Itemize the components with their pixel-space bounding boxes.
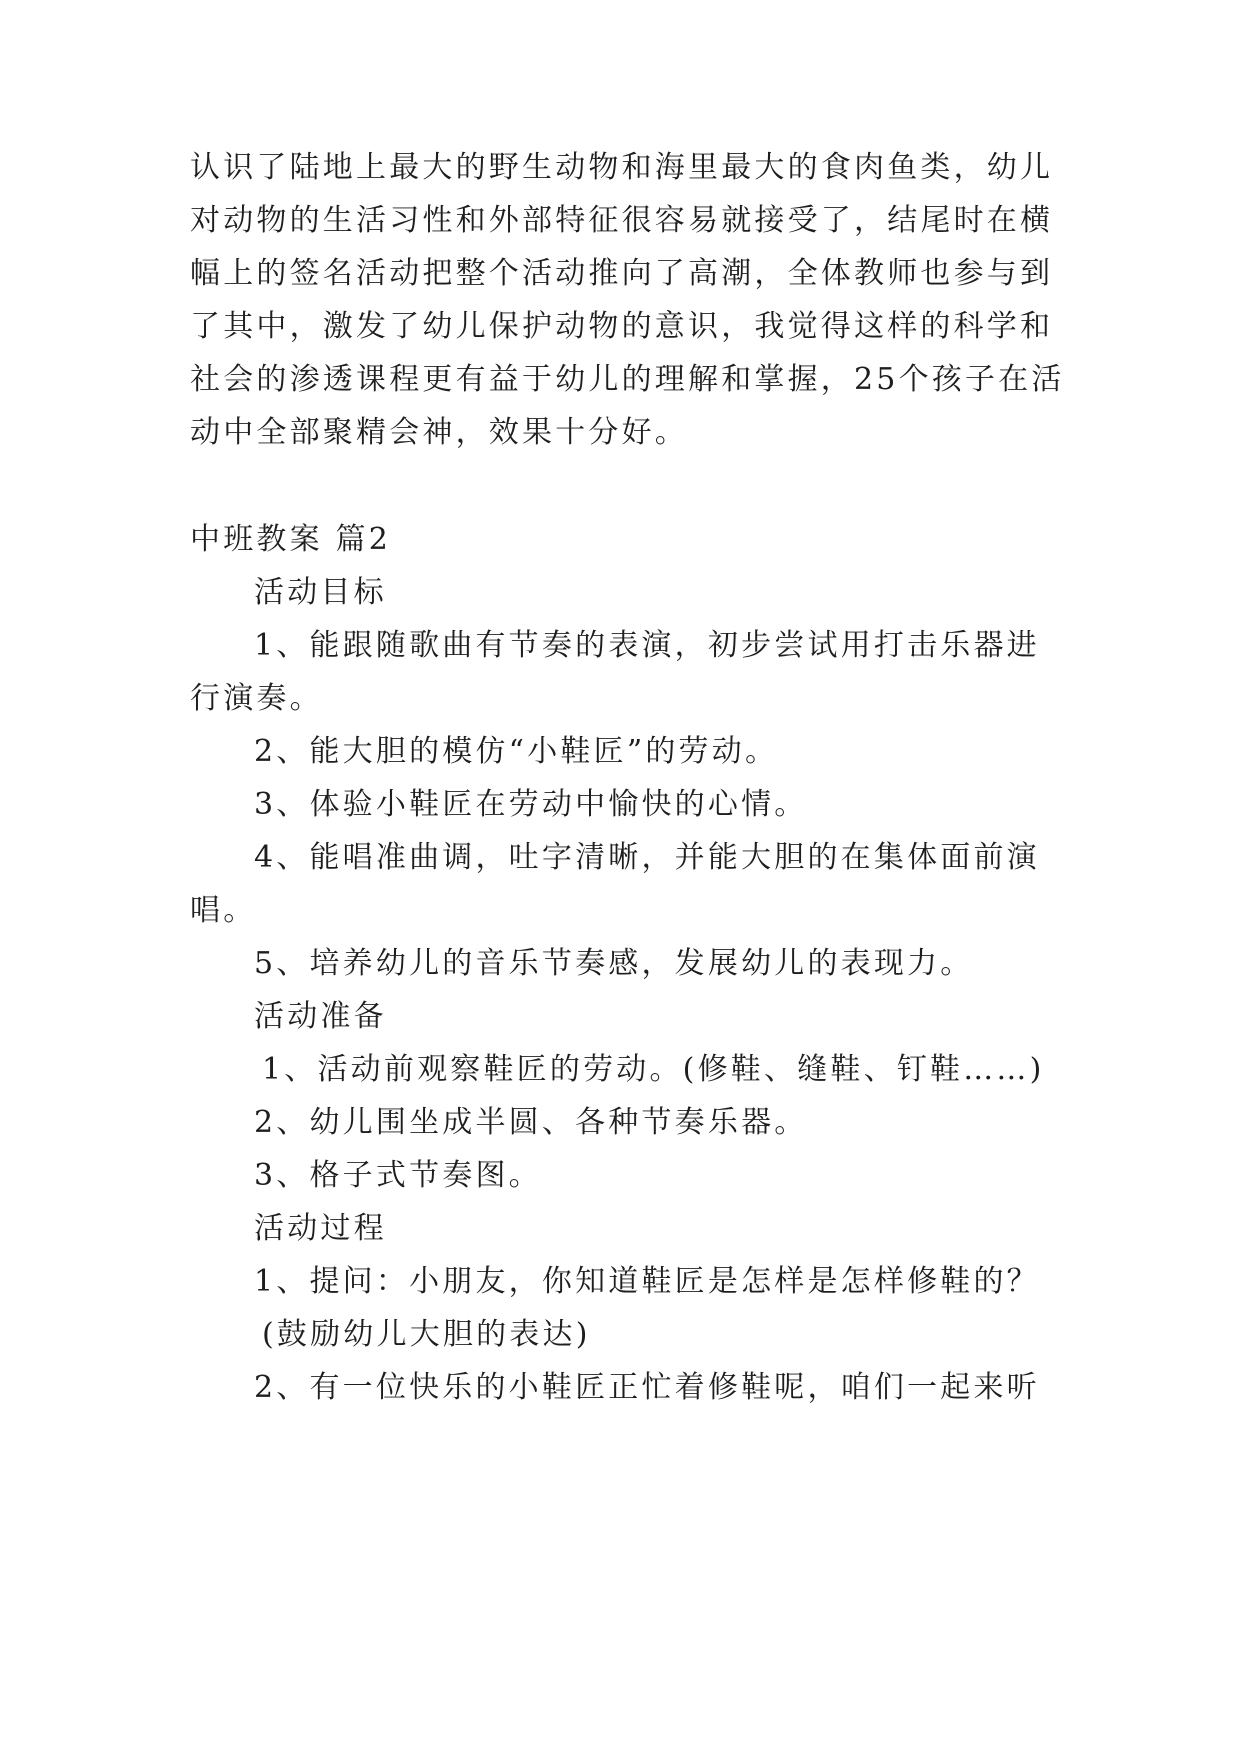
preparation-item-3: 3、格子式节奏图。 [254,1158,542,1193]
intro-line-6: 动中全部聚精会神，效果十分好。 [190,415,688,450]
preparation-heading: 活动准备 [254,999,387,1034]
goals-heading: 活动目标 [254,575,387,610]
goal-item-5: 5、培养幼儿的音乐节奏感，发展幼儿的表现力。 [254,946,974,981]
process-item-1-line-2: (鼓励幼儿大胆的表达) [262,1317,591,1352]
goal-item-1-line-2: 行演奏。 [190,681,323,716]
goal-item-4-line-2: 唱。 [190,893,257,928]
process-item-1-line-1: 1、提问：小朋友，你知道鞋匠是怎样是怎样修鞋的？ [254,1264,1040,1299]
goal-item-3: 3、体验小鞋匠在劳动中愉快的心情。 [254,787,808,822]
preparation-item-2: 2、幼儿围坐成半圆、各种节奏乐器。 [254,1105,808,1140]
process-heading: 活动过程 [254,1211,387,1246]
section-title: 中班教案 篇2 [190,522,392,557]
goal-item-4-line-1: 4、能唱准曲调，吐字清晰，并能大胆的在集体面前演 [254,840,1040,875]
goal-item-2: 2、能大胆的模仿“小鞋匠”的劳动。 [254,734,779,769]
intro-line-1: 认识了陆地上最大的野生动物和海里最大的食肉鱼类，幼儿 [190,150,1054,185]
intro-line-5: 社会的渗透课程更有益于幼儿的理解和掌握，25个孩子在活 [190,362,1065,397]
intro-line-4: 了其中，激发了幼儿保护动物的意识，我觉得这样的科学和 [190,309,1054,344]
preparation-item-1: 1、活动前观察鞋匠的劳动。(修鞋、缝鞋、钉鞋……) [262,1052,1045,1087]
process-item-2-line-1: 2、有一位快乐的小鞋匠正忙着修鞋呢，咱们一起来听 [254,1370,1040,1405]
goal-item-1-line-1: 1、能跟随歌曲有节奏的表演，初步尝试用打击乐器进 [254,628,1040,663]
intro-line-2: 对动物的生活习性和外部特征很容易就接受了，结尾时在横 [190,203,1054,238]
intro-line-3: 幅上的签名活动把整个活动推向了高潮，全体教师也参与到 [190,256,1054,291]
